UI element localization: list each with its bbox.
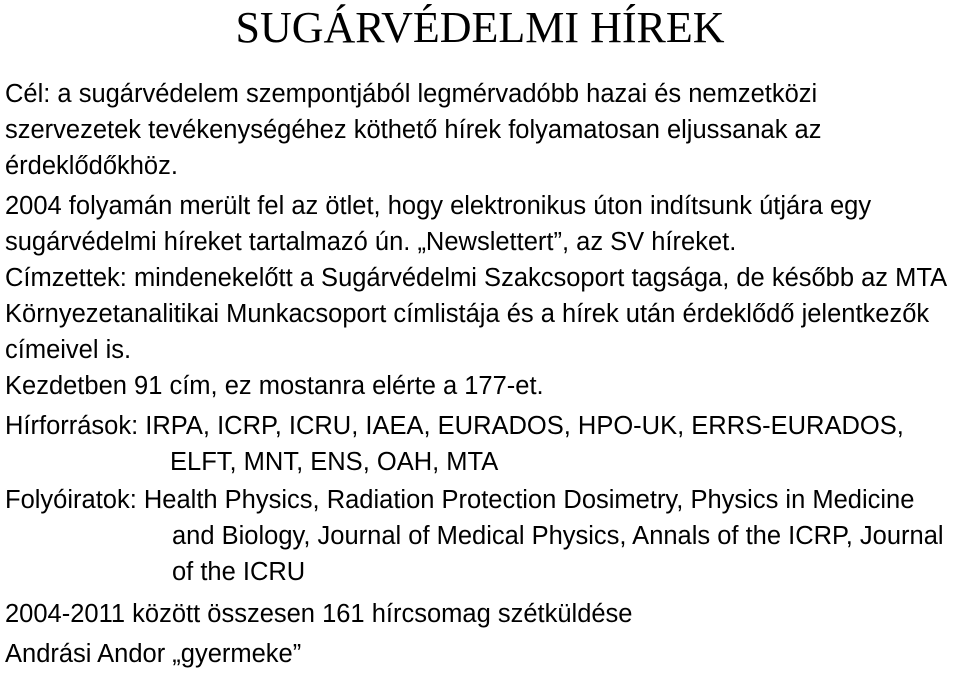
news-sources-paragraph: Hírforrások: IRPA, ICRP, ICRU, IAEA, EURADOS, HPO-UK, ERRS-EURADOS, ELFT, MNT, ENS, OAH, MTA [5, 412, 904, 476]
slide-title: SUGÁRVÉDELMI HÍREK [235, 3, 725, 52]
recipients-paragraph: Címzettek: mindenekelőtt a Sugárvédelmi Szakcsoport tagsága, de később az MTA Környezetanalitikai Munkacsoport címlistája és a hírek után érdeklődő jelentkezők címeivel is. [5, 264, 946, 364]
goal-paragraph: Cél: a sugárvédelem szempontjából legmérvadóbb hazai és nemzetközi szervezetek tevékenységéhez köthető hírek folyamatosan eljussanak az érdeklődőkhöz. [5, 80, 822, 180]
slide-body [5, 76, 960, 672]
child-of-paragraph: Andrási Andor „gyermeke” [5, 640, 302, 668]
start-count-paragraph: Kezdetben 91 cím, ez mostanra elérte a 177-et. [5, 372, 544, 400]
total-sent-paragraph: 2004-2011 között összesen 161 hírcsomag szétküldése [5, 600, 633, 628]
idea-2004-paragraph: 2004 folyamán merült fel az ötlet, hogy elektronikus úton indítsunk útjára egy sugárvédelmi híreket tartalmazó ún. „Newslettert”, az SV híreket. [5, 192, 872, 256]
journals-paragraph: Folyóiratok: Health Physics, Radiation Protection Dosimetry, Physics in Medicine and Biology, Journal of Medical Physics, Annals of the ICRP, Journal of the ICRU [5, 486, 944, 586]
